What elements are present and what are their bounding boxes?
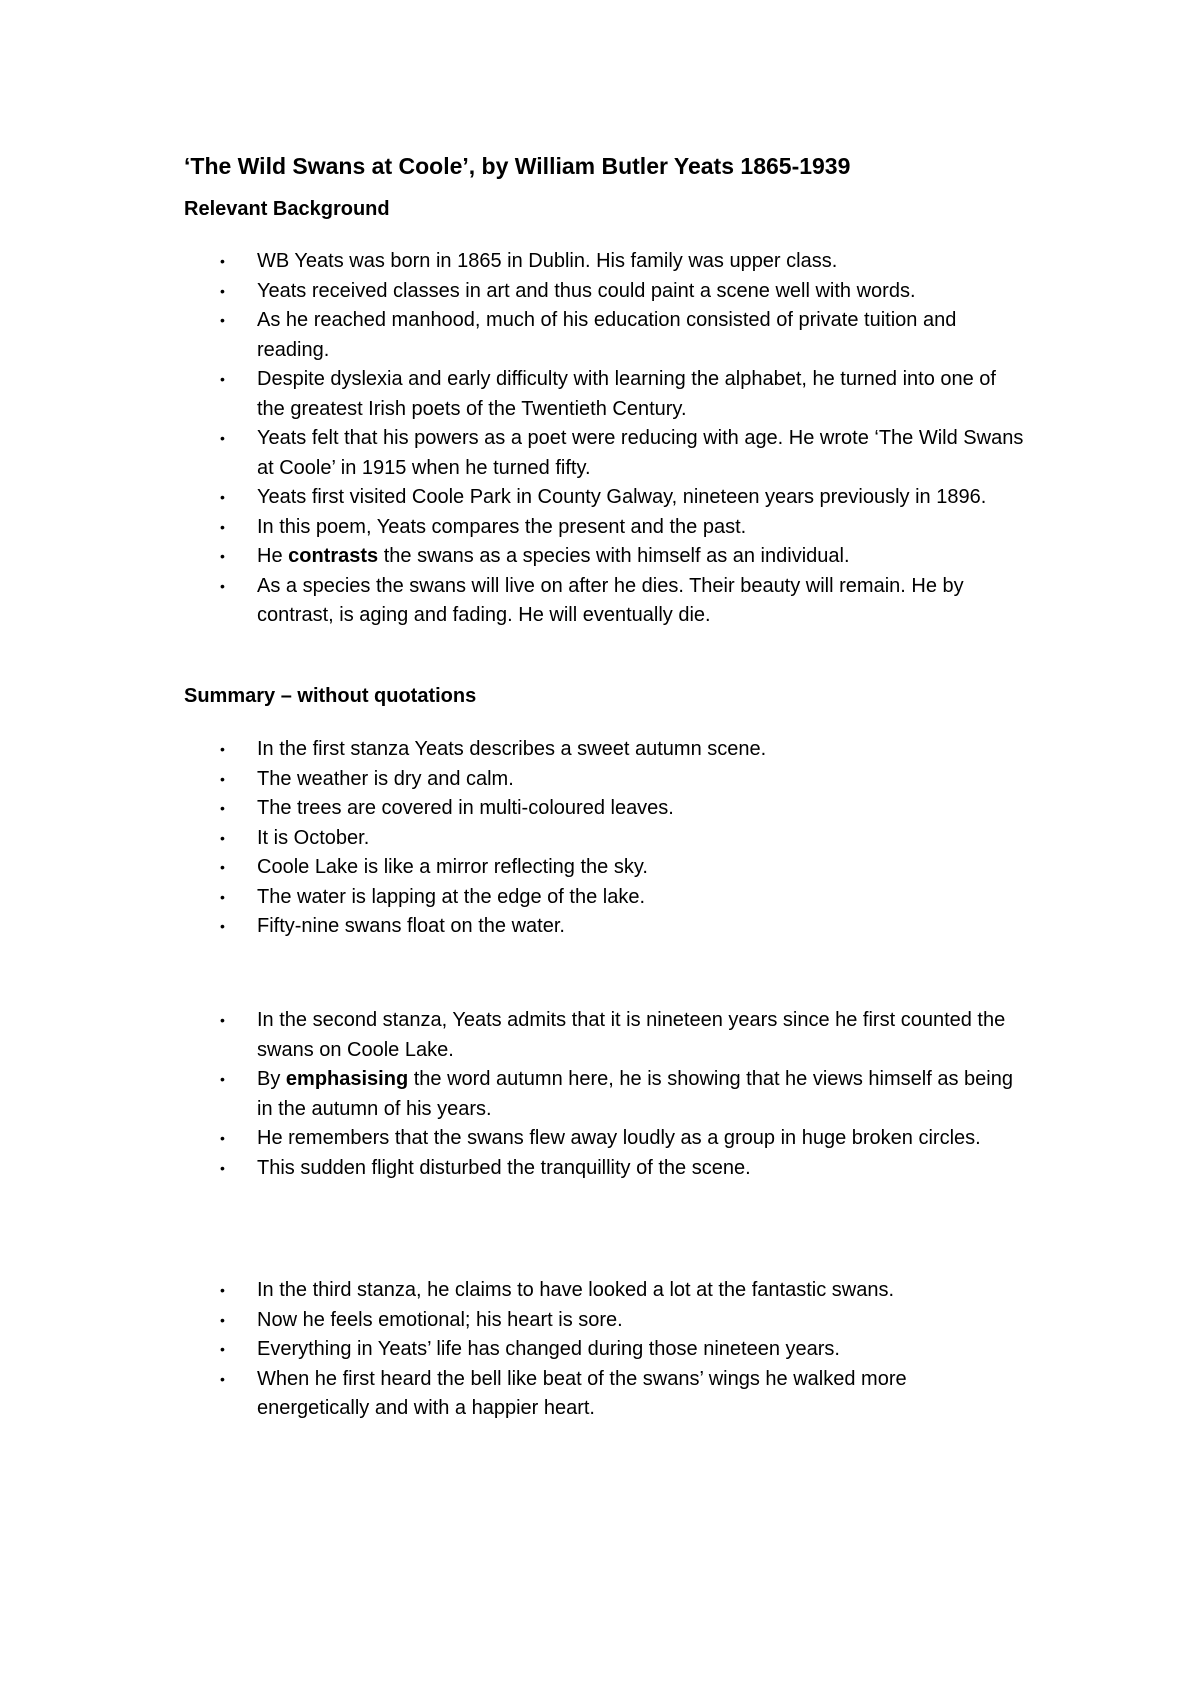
list-item-text: The water is lapping at the edge of the lake. (257, 885, 646, 908)
list-item-text: Coole Lake is like a mirror reflecting the sky. (257, 856, 648, 878)
bullet-icon: • (220, 253, 225, 269)
bullet-icon: • (220, 1341, 225, 1357)
list-item-text: Yeats first visited Coole Park in County Galway, nineteen years previously in 1896. (257, 486, 987, 508)
bullet-icon: • (220, 829, 225, 846)
stanza3-list (184, 1276, 1024, 1424)
list-item-text: Yeats felt that his powers as a poet were reducing with age. He wrote ‘The Wild Swans at Coole’ in 1915 when he turned fifty. (257, 427, 1024, 479)
bullet-icon: • (220, 1311, 225, 1328)
list-item-text: WB Yeats was born in 1865 in Dublin. His family was upper class. (257, 250, 838, 272)
list-item-text: In the first stanza Yeats describes a sweet autumn scene. (257, 738, 767, 760)
list-item (184, 1065, 1024, 1124)
list-item (184, 794, 1024, 824)
bullet-icon: • (220, 518, 225, 535)
bullet-icon: • (220, 770, 225, 787)
list-item-text: the swans as a species with himself as an individual. (378, 545, 850, 567)
list-item (184, 1154, 1024, 1184)
background-heading: Relevant Background (184, 198, 390, 220)
bullet-icon: • (220, 1370, 225, 1387)
list-item (184, 735, 1024, 765)
list-item (184, 1335, 1024, 1365)
bullet-icon: • (220, 577, 225, 594)
list-item-text: The trees are covered in multi-coloured leaves. (257, 797, 674, 819)
document-title: ‘The Wild Swans at Coole’, by William Butler Yeats 1865-1939 (184, 153, 851, 179)
list-item (184, 1124, 1024, 1154)
list-item-emphasis: contrasts (288, 545, 379, 567)
list-item-text: In the third stanza, he claims to have looked a lot at the fantastic swans. (257, 1279, 895, 1301)
list-item-text: As he reached manhood, much of his education consisted of private tuition and reading. (257, 309, 957, 361)
list-item (184, 542, 1024, 572)
list-item (184, 424, 1024, 483)
list-item (184, 1276, 1024, 1306)
list-item (184, 912, 1024, 942)
bullet-icon: • (220, 800, 225, 816)
list-item-text: As a species the swans will live on after he dies. Their beauty will remain. He by contrast, is aging and fading. He will eventually die. (257, 574, 964, 626)
list-item-text: When he first heard the bell like beat of the swans’ wings he walked more energetically and with a happier heart. (257, 1367, 907, 1419)
list-item (184, 1006, 1024, 1065)
bullet-icon: • (220, 548, 225, 564)
list-item-text: He (257, 545, 289, 567)
list-item-text: the word autumn here, he is showing that he views himself as being in the autumn of his years. (257, 1068, 1013, 1120)
list-item (184, 247, 1024, 277)
list-item-emphasis: emphasising (285, 1068, 409, 1090)
list-item (184, 1306, 1024, 1336)
list-item (184, 513, 1024, 543)
bullet-icon: • (220, 1282, 225, 1298)
list-item (184, 365, 1024, 424)
bullet-icon: • (220, 489, 225, 505)
list-item-text: Despite dyslexia and early difficulty with learning the alphabet, he turned into one of the greatest Irish poets of the Twentieth Century. (257, 368, 996, 420)
list-item-text: It is October. (257, 826, 370, 849)
list-item (184, 765, 1024, 795)
list-item-text: In the second stanza, Yeats admits that it is nineteen years since he first counted the swans on Coole Lake. (257, 1009, 1006, 1061)
list-item-text: This sudden flight disturbed the tranquillity of the scene. (257, 1156, 751, 1179)
list-item (184, 572, 1024, 631)
bullet-icon: • (220, 1012, 225, 1028)
bullet-icon: • (220, 430, 225, 446)
bullet-icon: • (220, 371, 225, 387)
bullet-icon: • (220, 859, 225, 875)
list-item (184, 277, 1024, 307)
list-item (184, 306, 1024, 365)
list-item-text: By (257, 1068, 286, 1090)
list-item-text: In this poem, Yeats compares the present and the past. (257, 515, 747, 538)
list-item (184, 853, 1024, 883)
list-item (184, 1365, 1024, 1424)
bullet-icon: • (220, 1071, 225, 1087)
bullet-icon: • (220, 1159, 225, 1176)
bullet-icon: • (220, 312, 225, 328)
bullet-icon: • (220, 888, 225, 905)
bullet-icon: • (220, 282, 225, 299)
bullet-icon: • (220, 741, 225, 757)
list-item (184, 824, 1024, 854)
list-item-text: The weather is dry and calm. (257, 767, 514, 790)
stanza1-list (184, 735, 1024, 942)
list-item-text: He remembers that the swans flew away loudly as a group in huge broken circles. (257, 1127, 981, 1149)
list-item-text: Everything in Yeats’ life has changed during those nineteen years. (257, 1338, 840, 1360)
list-item-text: Fifty-nine swans float on the water. (257, 915, 565, 937)
list-item-text: Now he feels emotional; his heart is sore. (257, 1308, 623, 1331)
summary-heading: Summary – without quotations (184, 685, 477, 707)
bullet-icon: • (220, 918, 225, 934)
bullet-icon: • (220, 1130, 225, 1146)
stanza2-list (184, 1006, 1024, 1183)
list-item-text: Yeats received classes in art and thus could paint a scene well with words. (257, 279, 916, 302)
background-list (184, 247, 1024, 631)
list-item (184, 483, 1024, 513)
list-item (184, 883, 1024, 913)
